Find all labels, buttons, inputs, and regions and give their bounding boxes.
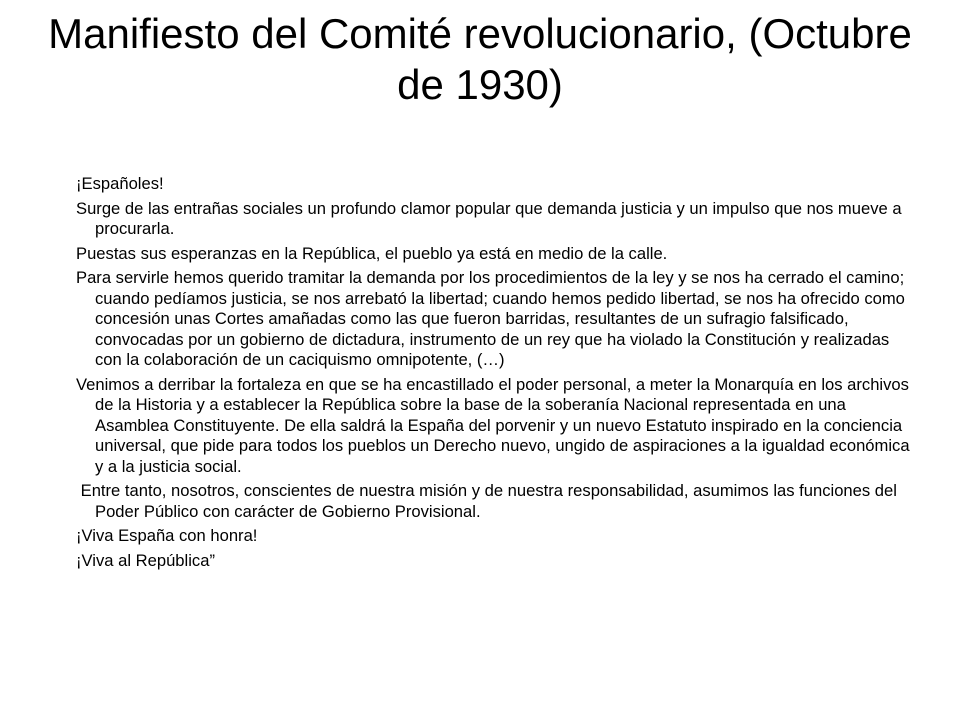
paragraph-4: Venimos a derribar la fortaleza en que se ha encastillado el poder personal, a meter la Monarquía en los archivos de la Historia y a establecer la República sobre la base de la soberanía Nacional representada en una Asamblea Constituyente. De ella saldrá la España del porvenir y un nuevo Estatuto inspirado en la conciencia universal, que pide para todos los pueblos un Derecho nuevo, ungido de aspiraciones a la igualdad económica y a la justicia social.	[76, 374, 910, 476]
paragraph-salutation: ¡Españoles!	[76, 174, 164, 193]
paragraph-5: Entre tanto, nosotros, conscientes de nuestra misión y de nuestra responsabilidad, asumimos las funciones del Poder Público con carácter de Gobierno Provisional.	[76, 481, 902, 521]
manifesto-body	[76, 174, 916, 575]
paragraph-closing-1: ¡Viva España con honra!	[76, 526, 258, 545]
paragraph-2: Puestas sus esperanzas en la República, el pueblo ya está en medio de la calle.	[76, 243, 668, 263]
paragraph-1: Surge de las entrañas sociales un profundo clamor popular que demanda justicia y un impulso que nos mueve a procurarla.	[76, 198, 902, 238]
paragraph-closing-2: ¡Viva al República”	[76, 550, 215, 570]
slide-title: Manifiesto del Comité revolucionario, (Octubre de 1930)	[48, 10, 912, 108]
paragraph-3: Para servirle hemos querido tramitar la demanda por los procedimientos de la ley y se nos ha cerrado el camino; cuando pedíamos justicia, se nos arrebató la libertad; cuando hemos pedido libertad, se nos ha ofrecido como concesión unas Cortes amañadas como las que fueron barridas, resultantes de un sufragio falsificado, convocadas por un gobierno de dictadura, instrumento de un rey que ha violado la Constitución y realizadas con la colaboración de un caciquismo omnipotente, (…)	[76, 268, 905, 369]
